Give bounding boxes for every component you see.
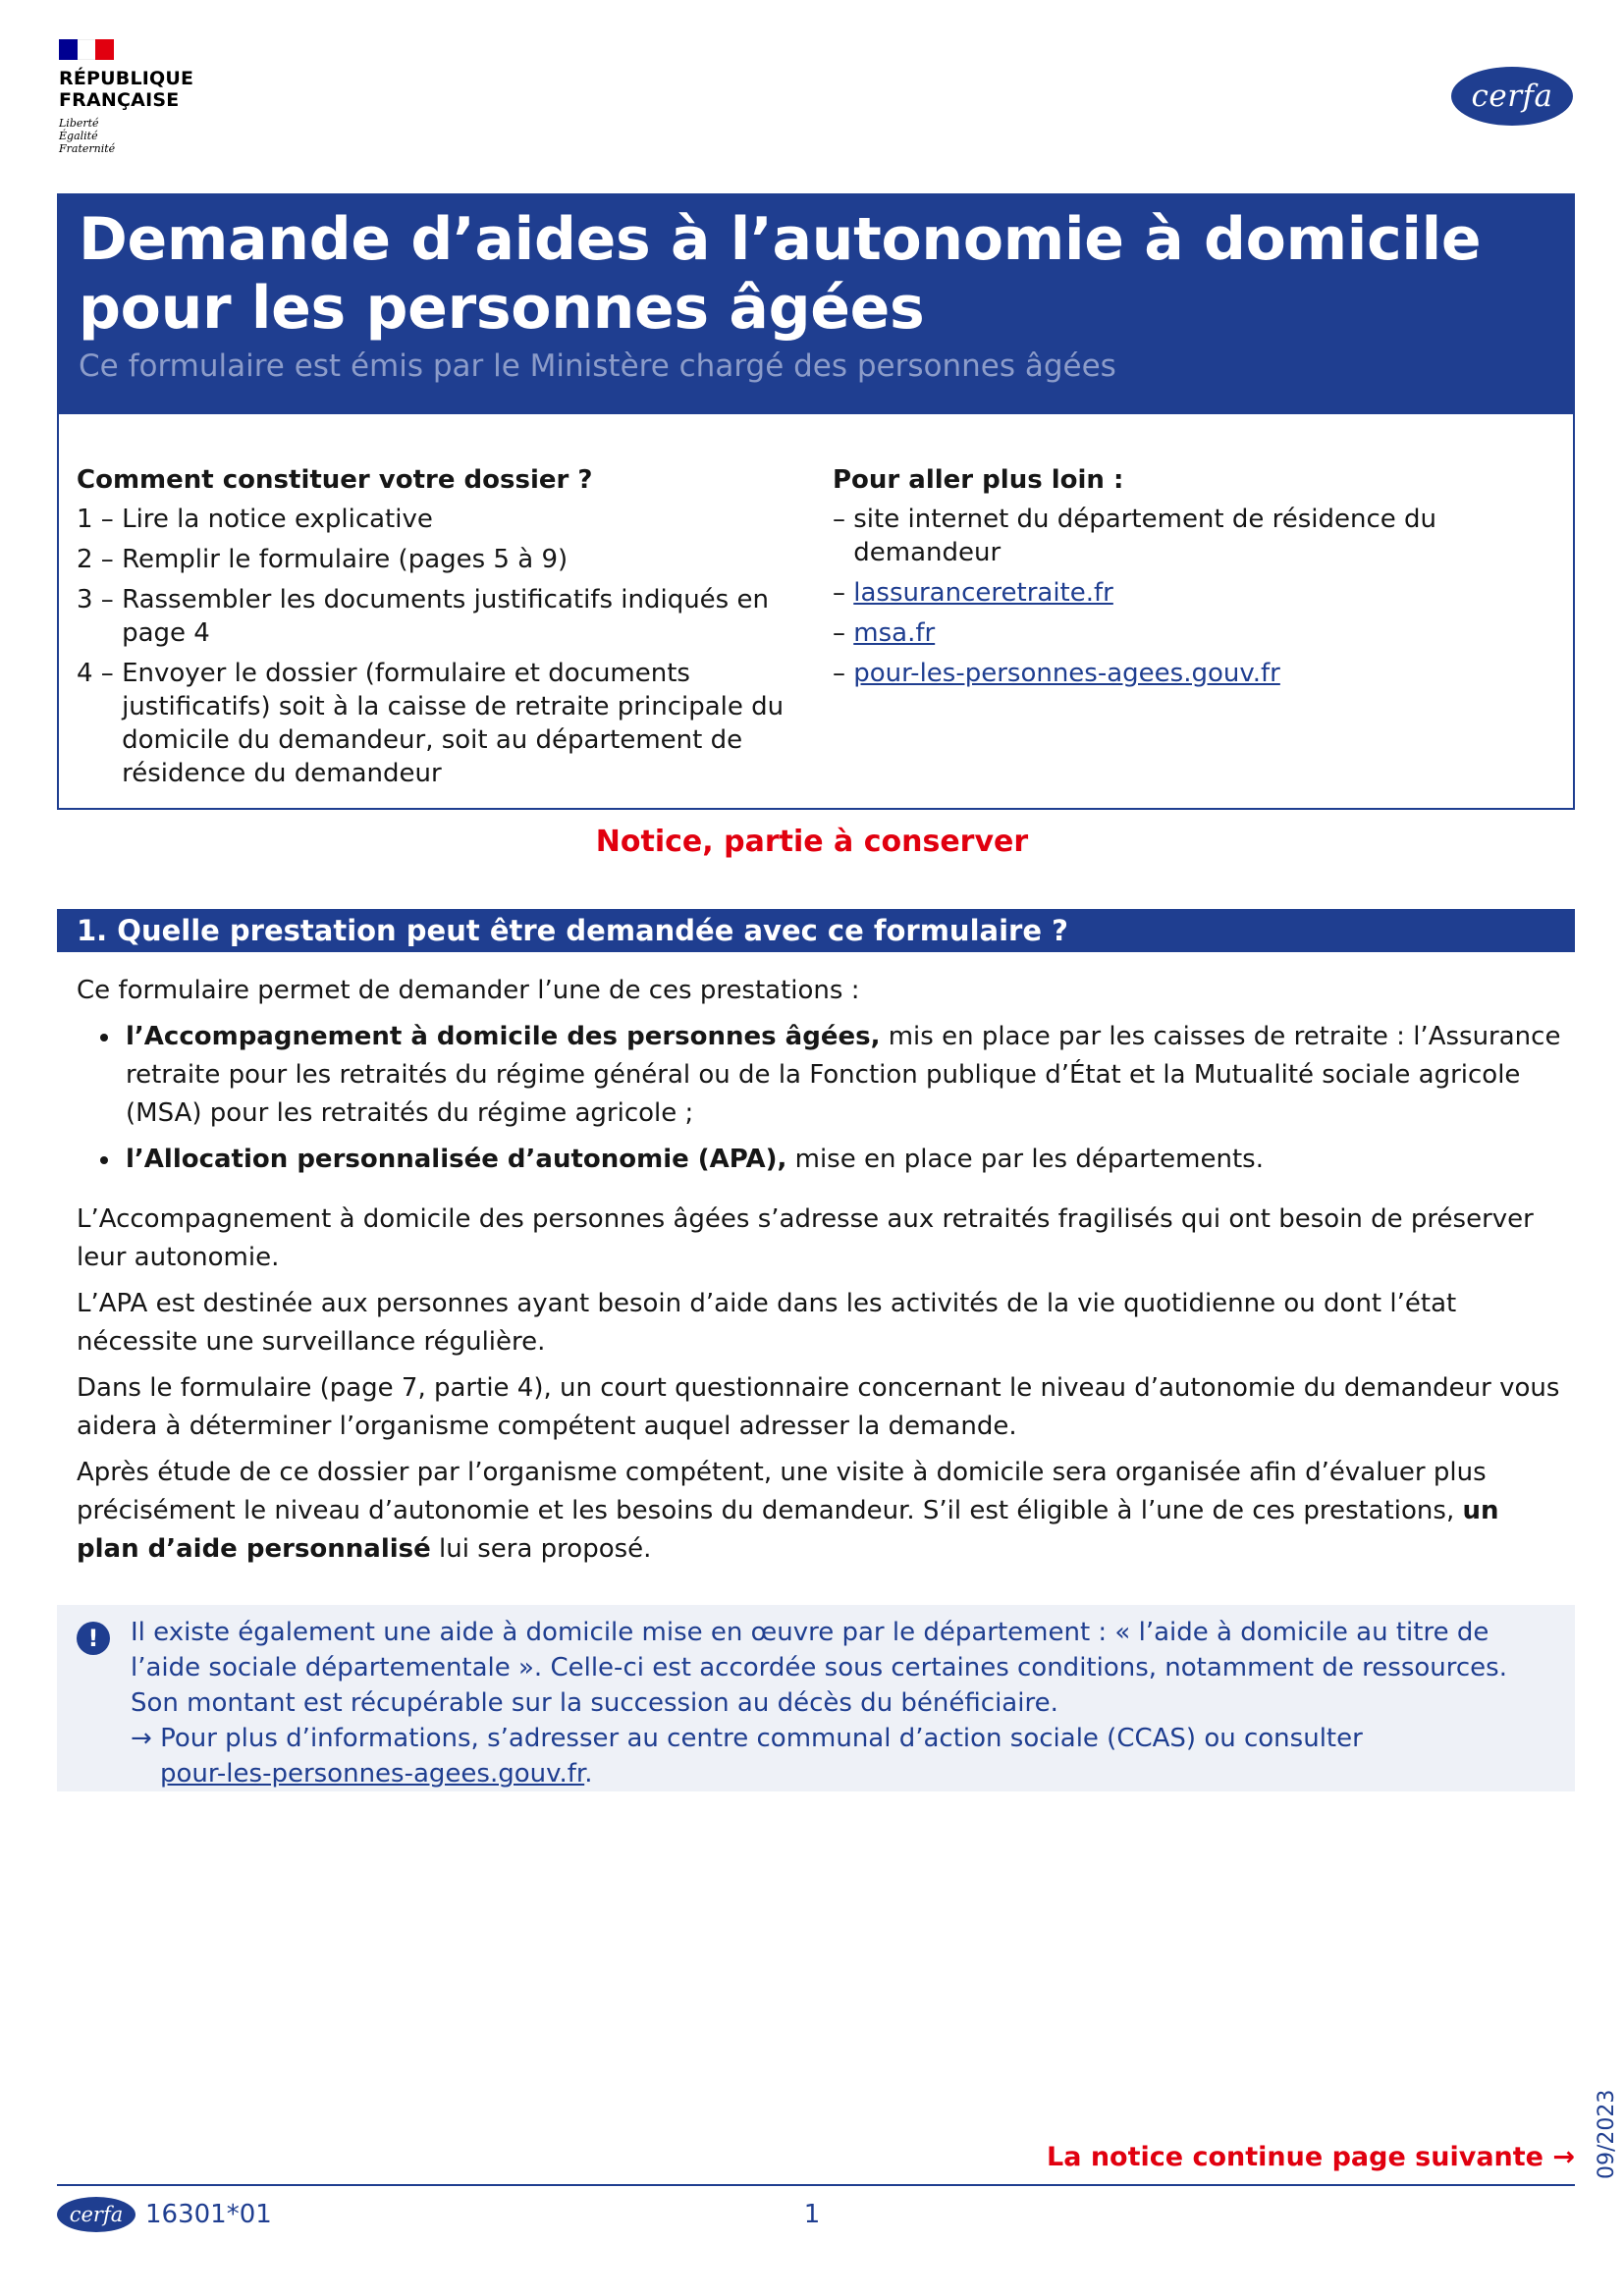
section-intro: Ce formulaire permet de demander l’une de ces prestations : (77, 976, 860, 1005)
page-number: 1 (803, 2200, 821, 2229)
cerfa-logo: cerfa (1451, 67, 1573, 126)
dossier-heading: Comment constituer votre dossier ? (77, 465, 593, 495)
step-item: 3 – Rassembler les documents justificatifs indiqués en page 4 (77, 585, 769, 648)
paragraph: L’Accompagnement à domicile des personnes âgées s’adresse aux retraités fragilisés qui ont besoin de préserver leur autonomie. (77, 1204, 1534, 1272)
link-personnes-agees[interactable]: pour-les-personnes-agees.gouv.fr (853, 659, 1280, 688)
callout-more: → Pour plus d’informations, s’adresser au centre communal d’action sociale (CCAS) ou consulter (131, 1724, 1363, 1753)
page-title: Demande d’aides à l’autonomie à domicile pour les personnes âgées (79, 205, 1482, 343)
notice-label: Notice, partie à conserver (595, 825, 1029, 859)
link-assurance-retraite[interactable]: lassuranceretraite.fr (853, 578, 1113, 608)
dossier-steps (77, 461, 793, 797)
further-heading: Pour aller plus loin : (833, 465, 1124, 495)
page-subtitle: Ce formulaire est émis par le Ministère chargé des personnes âgées (79, 348, 1116, 384)
cerfa-footer-logo: cerfa (57, 2197, 135, 2232)
link-item: – site internet du département de résidence du demandeur (833, 505, 1437, 567)
link-item: – msa.fr (833, 616, 1540, 650)
link-personnes-agees-callout[interactable]: pour-les-personnes-agees.gouv.fr (160, 1759, 585, 1789)
link-msa[interactable]: msa.fr (853, 618, 936, 648)
arrow-right-icon: → (131, 1724, 161, 1753)
edition-date: 09/2023 (1595, 2089, 1619, 2179)
form-number: 16301*01 (145, 2200, 272, 2229)
paragraph: L’APA est destinée aux personnes ayant besoin d’aide dans les activités de la vie quotidienne ou dont l’état nécessite une surveillance régulière. (77, 1289, 1457, 1357)
exclamation-icon: ! (77, 1622, 110, 1655)
paragraph: Dans le formulaire (page 7, partie 4), un court questionnaire concernant le niveau d’autonomie du demandeur vous aidera à déterminer l’organisme compétent auquel adresser la demande. (77, 1373, 1560, 1441)
republic-name: RÉPUBLIQUE FRANÇAISE (59, 68, 194, 111)
link-item: – lassuranceretraite.fr (833, 576, 1540, 610)
title-block (57, 193, 1575, 414)
info-callout: ! Il existe également une aide à domicile mise en œuvre par le département : « l’aide à domicile au titre de l’aide sociale départementale ». Celle-ci est accordée sous certaines conditions, notamment de ressources. Son montant est récupérable sur la succession au décès du bénéficiaire. → Pour plus d’informations, s’adresser au centre communal d’action sociale (CCAS) ou consulter pour-les-personnes-agees.gouv.fr. (57, 1605, 1575, 1791)
further-links (833, 461, 1540, 697)
section-heading: 1. Quelle prestation peut être demandée avec ce formulaire ? (57, 909, 1575, 952)
section-body (77, 972, 1569, 1576)
republic-motto: Liberté Égalité Fraternité (59, 117, 116, 155)
link-item: – pour-les-personnes-agees.gouv.fr (833, 657, 1540, 690)
callout-text: Il existe également une aide à domicile mise en œuvre par le département : « l’aide à domicile au titre de l’aide sociale départementale ». Celle-ci est accordée sous certaines conditions, notamment de ressources. Son montant est récupérable sur la succession au décès du bénéficiaire. (131, 1618, 1507, 1718)
step-item: 1 – Lire la notice explicative (77, 505, 433, 534)
list-item: l’Allocation personnalisée d’autonomie (APA), mise en place par les départements. (126, 1141, 1569, 1179)
step-item: 2 – Remplir le formulaire (pages 5 à 9) (77, 545, 568, 574)
info-box (57, 414, 1575, 810)
marianne-logo (59, 39, 193, 155)
continue-notice: La notice continue page suivante → (1047, 2142, 1575, 2172)
list-item: l’Accompagnement à domicile des personnes âgées, mis en place par les caisses de retraite : l’Assurance retraite pour les retraités du régime général ou de la Fonction publique d’État et la Mutualité sociale agricole (MSA) pour les retraités du régime agricole ; (126, 1018, 1569, 1133)
flag-icon (59, 39, 114, 60)
footer-divider (57, 2184, 1575, 2186)
step-item: 4 – Envoyer le dossier (formulaire et documents justificatifs) soit à la caisse de retraite principale du domicile du demandeur, soit au département de résidence du demandeur (77, 659, 785, 788)
prestation-list (77, 1018, 1569, 1179)
paragraph: Après étude de ce dossier par l’organisme compétent, une visite à domicile sera organisée afin d’évaluer plus précisément le niveau d’autonomie et les besoins du demandeur. S’il est éligible à l’une de ces prestations, un plan d’aide personnalisé lui sera proposé. (77, 1458, 1499, 1564)
